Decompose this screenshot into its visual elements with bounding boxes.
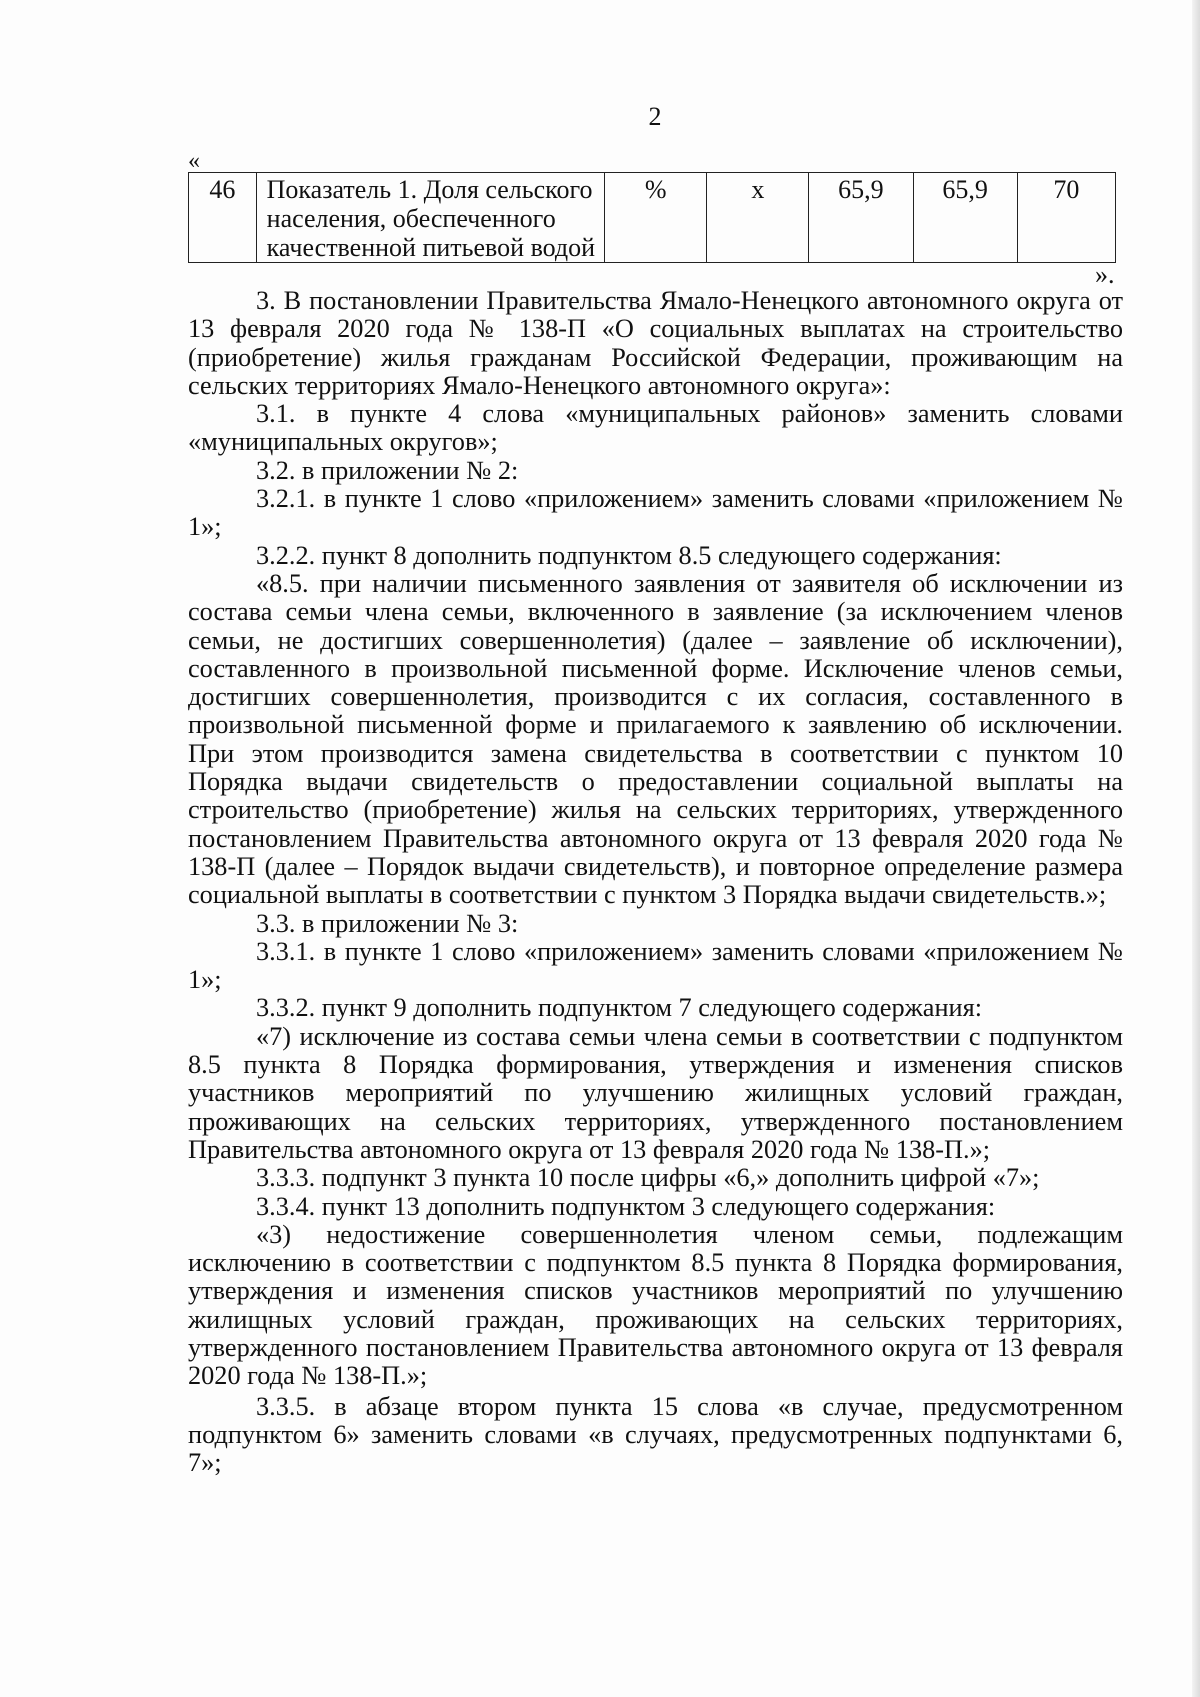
paragraph-3-2: 3.2. в приложении № 2: — [256, 455, 519, 485]
row-number-cell: 46 — [189, 173, 257, 263]
paragraph-3-3-5: 3.3.5. в абзаце втором пункта 15 слова «в случае, предусмотренном подпунктом 6» заменить словами «в случаях, предусмотренных подпунктами 6, 7»; — [188, 1391, 1123, 1478]
value-cell-2: 65,9 — [913, 173, 1017, 263]
table-open-quote: « — [188, 148, 200, 174]
paragraph-3-3-4: 3.3.4. пункт 13 дополнить подпунктом 3 следующего содержания: — [256, 1191, 996, 1221]
paragraph-3-3: 3.3. в приложении № 3: — [256, 908, 519, 938]
paragraph-3-3-1: 3.3.1. в пункте 1 слово «приложением» заменить словами «приложением № 1»; — [188, 936, 1123, 995]
paragraph-3-1: 3.1. в пункте 4 слова «муниципальных районов» заменить словами «муниципальных округов»; — [188, 399, 1123, 457]
table-close-quote: ». — [1095, 260, 1115, 289]
paragraph-3-3-2: 3.3.2. пункт 9 дополнить подпунктом 7 следующего содержания: — [256, 993, 983, 1023]
unit-cell: % — [604, 173, 706, 263]
paragraph-3-text: «3) недостижение совершеннолетия членом семьи, подлежащим исключению в соответствии с подпунктом 8.5 пункта 8 Порядка формирования, утверждения и изменения списков участников мероприятий по улучшению жилищных условий граждан, проживающих на сельских территориях, утвержденного постановлением Правительства автономного округа от 13 февраля 2020 года № 138-П.»; — [188, 1219, 1123, 1391]
paragraph-8-5-text: «8.5. при наличии письменного заявления от заявителя об исключении из состава семьи члена семьи, включенного в заявление (за исключением членов семьи, не достигших совершеннолетия) (далее – заявление об исключении), составленного в произвольной письменной форме. Исключение членов семьи, достигших совершеннолетия, производится с их согласия, составленного в произвольной письменной форме и прилагаемого к заявлению об исключении. При этом производится замена свидетельства в соответствии с пунктом 10 Порядка выдачи свидетельств о предоставлении социальной выплаты на строительство (приобретение) жилья на сельских территориях, утвержденного постановлением Правительства автономного округа от 13 февраля 2020 года № 138-П (далее – Порядок выдачи свидетельств), и повторное определение размера социальной выплаты в соответствии с пунктом 3 Порядка выдачи свидетельств.»; — [188, 568, 1123, 910]
value-cell-3: 70 — [1017, 173, 1115, 263]
indicator-name-cell: Показатель 1. Доля сельского населения, обеспеченного качественной питьевой водой — [256, 173, 604, 263]
paragraph-3: 3. В постановлении Правительства Ямало-Ненецкого автономного округа от 13 февраля 2020 года № 138-П «О социальных выплатах на строительство (приобретение) жилья гражданам Российской Федерации, проживающим на сельских территориях Ямало-Ненецкого автономного округа»: — [188, 286, 1123, 400]
paragraph-3-3-3: 3.3.3. подпункт 3 пункта 10 после цифры «6,» дополнить цифрой «7»; — [256, 1163, 1040, 1193]
value-cell-1: 65,9 — [809, 173, 913, 263]
base-value-cell: х — [707, 173, 809, 263]
indicator-table — [188, 172, 1116, 263]
page-number: 2 — [648, 102, 662, 131]
document-body — [188, 287, 1123, 1477]
page-edge-shadow — [1192, 0, 1200, 1697]
paragraph-7-text: «7) исключение из состава семьи члена семьи в соответствии с подпунктом 8.5 пункта 8 Порядка формирования, утверждения и изменения списков участников мероприятий по улучшению жилищных условий граждан, проживающих на сельских территориях, утвержденного постановлением Правительства автономного округа от 13 февраля 2020 года № 138-П.»; — [188, 1021, 1123, 1164]
paragraph-3-2-1: 3.2.1. в пункте 1 слово «приложением» заменить словами «приложением № 1»; — [188, 484, 1123, 542]
table-row — [189, 173, 1116, 263]
paragraph-3-2-2: 3.2.2. пункт 8 дополнить подпунктом 8.5 следующего содержания: — [256, 540, 1002, 570]
